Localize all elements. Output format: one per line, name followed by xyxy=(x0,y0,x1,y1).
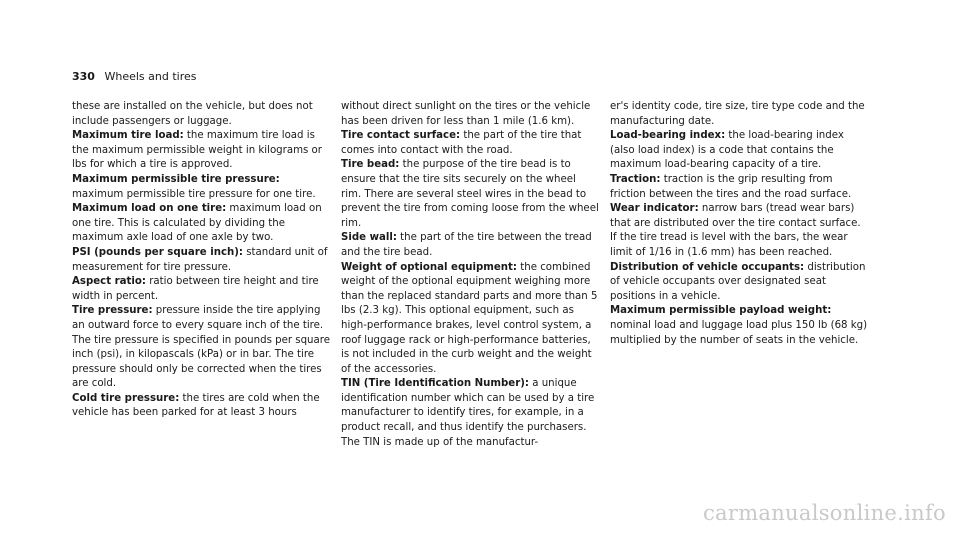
definition-text: the tires are cold when the vehicle has been parked for at least 3 hours xyxy=(72,392,320,419)
text-column-2 xyxy=(341,100,599,450)
paragraph xyxy=(341,100,599,129)
definition-text: a unique identification number which can be used by a tire manufacturer to identify tires, for example, in a product recall, and thus identify the purchasers. The TIN is made up of the manufactur- xyxy=(341,378,595,448)
definition xyxy=(610,304,868,348)
definition-text: traction is the grip resulting from friction between the tires and the road surface. xyxy=(610,173,852,200)
definition-text: the part of the tire that comes into contact with the road. xyxy=(341,130,582,156)
watermark: carmanualsonline.info xyxy=(702,501,946,525)
definition xyxy=(341,129,599,158)
definition-term: TIN (Tire Identification Number): xyxy=(341,378,529,390)
definition-term: Load-bearing index: xyxy=(610,130,726,142)
definition-term: Distribution of vehicle occupants: xyxy=(610,261,805,273)
definition-text: the maximum tire load is the maximum permissible weight in kilograms or lbs for which a tire is approved. xyxy=(72,130,322,171)
definition-term: Traction: xyxy=(610,173,661,185)
definition-term: Maximum tire load: xyxy=(72,130,184,142)
page-header xyxy=(72,70,196,84)
definition xyxy=(72,392,330,421)
definition-text: maximum permissible tire pressure for one tire. xyxy=(72,188,316,200)
definition xyxy=(72,275,330,304)
paragraph-text: without direct sunlight on the tires or the vehicle has been driven for less than 1 mile (1.6 km). xyxy=(341,101,591,127)
definition xyxy=(72,173,330,202)
section-title: Wheels and tires xyxy=(104,70,197,83)
definition-text: pressure inside the tire applying an outward force to every square inch of the tire. The tire pressure is specified in pounds per square inch (psi), in kilopascals (kPa) or in bar. The tire pressure should only be corrected when the tires are cold. xyxy=(72,305,330,390)
paragraph xyxy=(610,100,868,129)
paragraph xyxy=(72,100,330,129)
definition-term: Tire bead: xyxy=(341,159,400,171)
definition-text: narrow bars (tread wear bars) that are distributed over the tire contact surface. If the tire tread is level with the bars, the wear limit of 1/16 in (1.6 mm) has been reached. xyxy=(610,203,861,258)
definition-term: Side wall: xyxy=(341,232,397,244)
page-number: 330 xyxy=(72,70,95,83)
definition xyxy=(610,129,868,173)
definition xyxy=(610,261,868,305)
definition xyxy=(341,158,599,231)
definition-text: ratio between tire height and tire width in percent. xyxy=(72,276,319,302)
definition-text: the part of the tire between the tread and the tire bead. xyxy=(341,232,592,258)
paragraph-text: er's identity code, tire size, tire type code and the manufacturing date. xyxy=(610,101,865,127)
definition-text: maximum load on one tire. This is calculated by dividing the maximum axle load of one axle by two. xyxy=(72,203,322,244)
definition xyxy=(341,231,599,260)
definition-term: PSI (pounds per square inch): xyxy=(72,246,243,258)
definition xyxy=(610,173,868,202)
definition-text: the load-bearing index (also load index) is a code that contains the maximum load-bearing capacity of a tire. xyxy=(610,130,844,171)
definition xyxy=(72,246,330,275)
definition-text: standard unit of measurement for tire pressure. xyxy=(72,246,328,273)
definition-text: distribution of vehicle occupants over designated seat positions in a vehicle. xyxy=(610,261,866,302)
definition-text: the combined weight of the optional equipment weighing more than the replaced standard parts and more than 5 lbs (2.3 kg). This optional equipment, such as high-performance brakes, level control system, a roof luggage rack or high-performance batteries, is not included in the curb weight and the weight of the accessories. xyxy=(341,261,598,375)
definition-term: Weight of optional equipment: xyxy=(341,261,517,273)
definition-term: Cold tire pressure: xyxy=(72,392,180,404)
definition xyxy=(72,129,330,173)
definition-term: Tire pressure: xyxy=(72,305,153,317)
definition-term: Maximum permissible tire pressure: xyxy=(72,173,280,185)
definition xyxy=(610,202,868,260)
paragraph-text: these are installed on the vehicle, but does not include passengers or luggage. xyxy=(72,101,313,127)
definition xyxy=(72,304,330,392)
text-column-1 xyxy=(72,100,330,421)
definition-term: Maximum load on one tire: xyxy=(72,203,227,215)
definition-term: Maximum permissible payload weight: xyxy=(610,305,832,317)
definition-term: Wear indicator: xyxy=(610,203,699,215)
definition xyxy=(341,377,599,450)
definition-text: the purpose of the tire bead is to ensure that the tire sits securely on the wheel rim. There are several steel wires in the bead to prevent the tire from coming loose from the wheel rim. xyxy=(341,159,599,229)
definition-text: nominal load and luggage load plus 150 lb (68 kg) multiplied by the number of seats in the vehicle. xyxy=(610,319,868,346)
text-column-3 xyxy=(610,100,868,348)
definition-term: Tire contact surface: xyxy=(341,130,461,142)
definition-term: Aspect ratio: xyxy=(72,276,146,288)
definition xyxy=(72,202,330,246)
definition xyxy=(341,261,599,378)
